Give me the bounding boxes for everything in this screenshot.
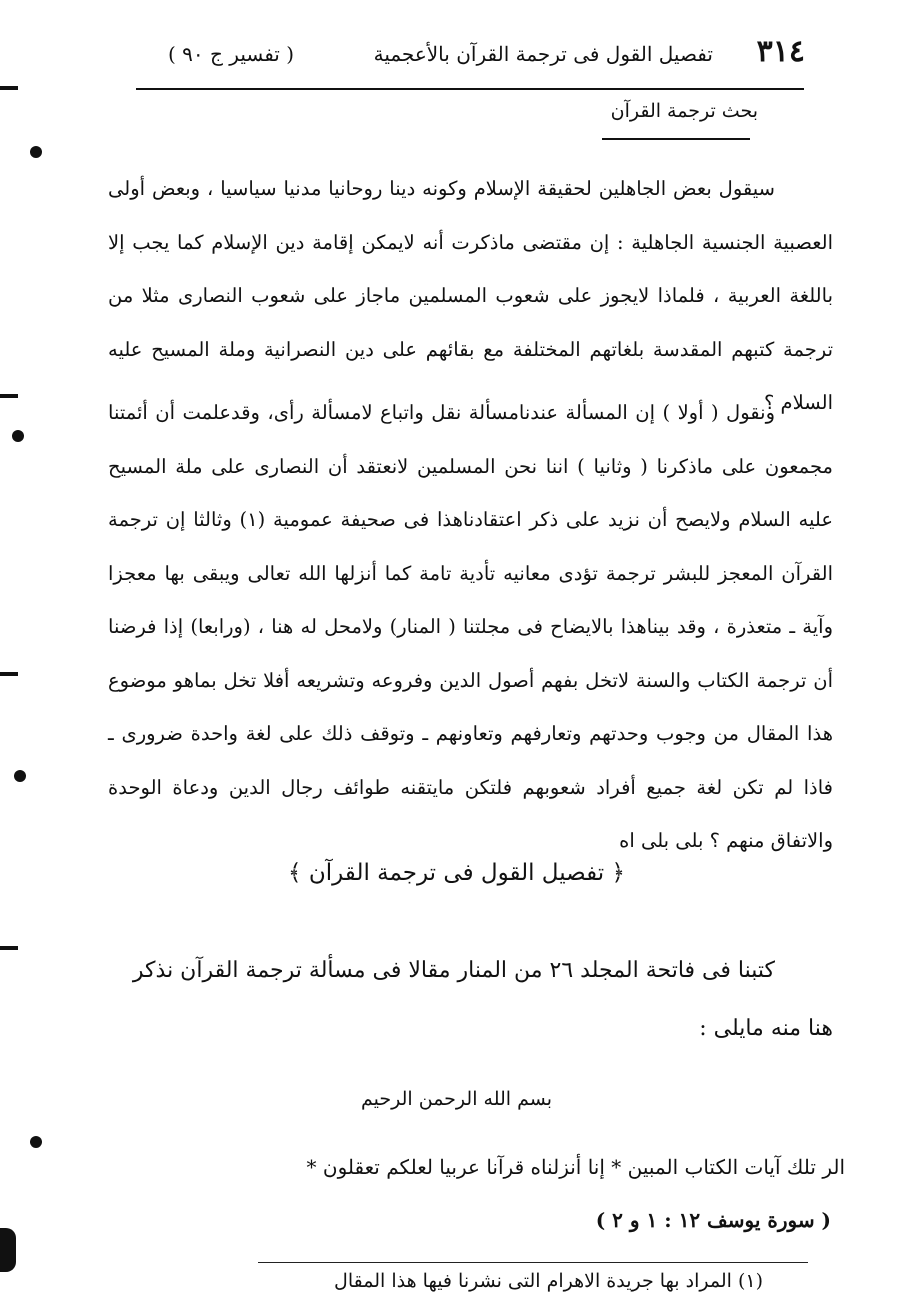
quran-verse: الر تلك آيات الكتاب المبين * إنا أنزلناه قرآنا عربيا لعلكم تعقلون * bbox=[306, 1155, 845, 1179]
margin-speck bbox=[0, 946, 18, 950]
margin-speck bbox=[0, 672, 18, 676]
paragraph: ونقول ( أولا ) إن المسألة عندنامسألة نقل واتباع لامسألة رأى، وقدعلمت أن أئمتنا مجمعون على ماذكرنا ( وثانيا ) اننا نحن المسلمين لانعتقد أن النصارى على ملة المسيح عليه السلام ولايصح أن نزيد على ذكر اعتقادناهذا فى صحيفة عمومية (١) وثالثا إن ترجمة القرآن المعجز للبشر ترجمة تؤدى معانيه تأدية تامة كما أنزلها الله تعالى ويبقى بها معجزا وآية ـ متعذرة ، وقد بيناهذا بالايضاح فى مجلتنا ( المنار) ولامحل له هنا ، (ورابعا) إذا فرضنا أن ترجمة الكتاب والسنة لاتخل بفهم أصول الدين وفروعه وتشريعه أفلا تخل بماهو موضوع هذا المقال من وجوب وحدتهم وتعارفهم وتعاونهم ـ وتوقف ذلك على لغة واحدة ضرورى ـ فاذا لم تكن لغة جميع أفراد شعوبهم فلتكن مايتقنه طوائف رجال الدين ودعاة الوحدة والاتفاق منهم ؟ بلى بلى اه bbox=[108, 401, 833, 852]
margin-speck bbox=[0, 1228, 16, 1272]
section-heading-underline bbox=[602, 138, 750, 140]
basmala: بسم الله الرحمن الرحيم bbox=[361, 1088, 552, 1110]
margin-speck bbox=[14, 770, 26, 782]
verse-reference: ( سورة يوسف ١٢ : ١ و ٢ ) bbox=[595, 1208, 831, 1232]
centered-heading: ﴿ تفصيل القول فى ترجمة القرآن ﴾ bbox=[288, 860, 625, 886]
margin-speck bbox=[0, 86, 18, 90]
running-reference: ( تفسير ج ٩٠ ) bbox=[168, 42, 295, 66]
running-header bbox=[140, 32, 805, 84]
running-title: تفصيل القول فى ترجمة القرآن بالأعجمية bbox=[373, 42, 713, 66]
margin-speck bbox=[0, 394, 18, 398]
footnote: (١) المراد بها جريدة الاهرام التى نشرنا فيها هذا المقال bbox=[334, 1270, 763, 1292]
header-rule bbox=[136, 88, 804, 90]
margin-speck bbox=[12, 430, 24, 442]
margin-speck bbox=[30, 146, 42, 158]
section-heading: بحث ترجمة القرآن bbox=[610, 100, 758, 122]
margin-speck bbox=[30, 1136, 42, 1148]
page-number: ٣١٤ bbox=[756, 34, 805, 69]
footnote-rule bbox=[258, 1262, 808, 1263]
intro-paragraph: كتبنا فى فاتحة المجلد ٢٦ من المنار مقالا فى مسألة ترجمة القرآن نذكر هنا منه مايلى : bbox=[132, 958, 833, 1041]
paragraph: سيقول بعض الجاهلين لحقيقة الإسلام وكونه دينا روحانيا مدنيا سياسيا ، وبعض أولى العصبية الجنسية الجاهلية : إن مقتضى ماذكرت أنه لايمكن إقامة دين الإسلام كما يجب إلا باللغة العربية ، فلماذا لايجوز على شعوب المسلمين ماجاز على شعوب النصارى مثلا من ترجمة كتبهم المقدسة بلغاتهم المختلفة مع بقائهم على دين النصرانية وملة المسيح عليه السلام ؟ bbox=[108, 177, 833, 414]
